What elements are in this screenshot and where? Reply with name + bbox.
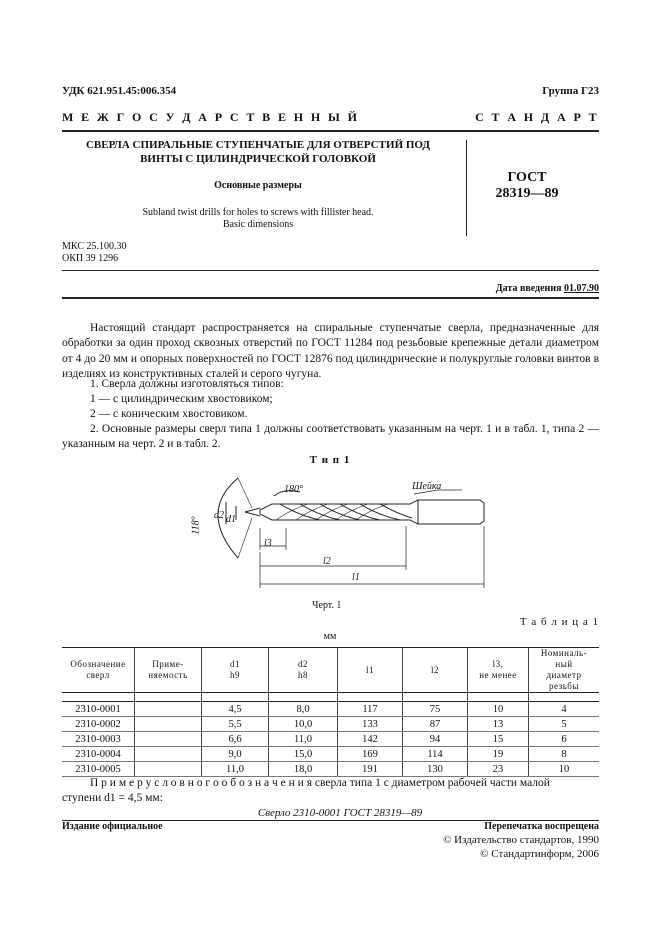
cell xyxy=(135,717,202,732)
col-l2: l2 xyxy=(403,648,468,693)
copyright-1: © Издательство стандартов, 1990 xyxy=(443,834,599,846)
cell: 11,0 xyxy=(202,762,269,777)
official-edition: Издание официальное xyxy=(62,821,163,832)
cell: 5,5 xyxy=(202,717,269,732)
l3-label: l3 xyxy=(264,538,272,549)
cell: 2310-0003 xyxy=(62,732,135,747)
col-applicability: Приме- няемость xyxy=(135,648,202,693)
col-l1: l1 xyxy=(338,648,403,693)
date-rule xyxy=(62,297,599,299)
cell: 15 xyxy=(468,732,529,747)
col-designation: Обозначение сверл xyxy=(62,648,135,693)
table-row xyxy=(62,717,599,732)
cell: 9,0 xyxy=(202,747,269,762)
cell: 8 xyxy=(529,747,600,762)
title-line2: ВИНТЫ С ЦИЛИНДРИЧЕСКОЙ ГОЛОВКОЙ xyxy=(140,153,376,165)
cell xyxy=(135,702,202,717)
col-thread: Номиналь- ный диаметр резьбы xyxy=(529,648,600,693)
cell: 114 xyxy=(403,747,468,762)
cell xyxy=(135,762,202,777)
drill-drawing xyxy=(180,466,500,594)
item-1: 1. Сверла должны изготовляться типов: xyxy=(90,378,284,390)
copyright-2: © Стандартинформ, 2006 xyxy=(480,848,599,860)
cell: 10 xyxy=(529,762,600,777)
table-row xyxy=(62,702,599,717)
english-title-1: Subland twist drills for holes to screws with fillister head. xyxy=(142,207,374,218)
cell: 4,5 xyxy=(202,702,269,717)
item-1-type-2: 2 — с коническим хвостовиком. xyxy=(90,408,248,420)
cell: 75 xyxy=(403,702,468,717)
cell: 4 xyxy=(529,702,600,717)
cell: 19 xyxy=(468,747,529,762)
cell: 94 xyxy=(403,732,468,747)
cell: 6 xyxy=(529,732,600,747)
gost-label: ГОСТ xyxy=(507,170,547,185)
l1-label: l1 xyxy=(352,572,360,583)
english-title-2: Basic dimensions xyxy=(222,219,294,230)
cell: 117 xyxy=(338,702,403,717)
group-code: Группа Г23 xyxy=(542,85,599,97)
cell: 13 xyxy=(468,717,529,732)
reprint-notice: Перепечатка воспрещена xyxy=(484,821,599,832)
item-1-type-1: 1 — с цилиндрическим хвостовиком; xyxy=(90,393,273,405)
cell: 6,6 xyxy=(202,732,269,747)
table-caption: Т а б л и ц а 1 xyxy=(519,616,599,628)
table-row xyxy=(62,747,599,762)
col-l3: l3, не менее xyxy=(468,648,529,693)
title-divider xyxy=(466,140,467,236)
cell: 2310-0004 xyxy=(62,747,135,762)
cell: 11,0 xyxy=(269,732,338,747)
angle-180-label: 180° xyxy=(284,484,303,495)
table-unit: мм xyxy=(323,631,337,642)
intro-date xyxy=(496,283,599,294)
intro-paragraph: Настоящий стандарт распространяется на спиральные ступенчатые сверла, предназначенные для обработки за один проход сквозных отверстий по ГОСТ 11284 под резьбовые крепежные детали диаметром от 4 до 20 мм и опорных поверхностей по ГОСТ 12876 под цилиндрические и полукруглые головки винтов в изделиях из конструктивных сталей и серого чугуна. xyxy=(62,322,599,381)
cell: 2310-0002 xyxy=(62,717,135,732)
gost-number: 28319—89 xyxy=(495,186,559,201)
example-rest: сверла типа 1 с диаметром рабочей части малой xyxy=(314,777,550,789)
cell: 10 xyxy=(468,702,529,717)
cell: 87 xyxy=(403,717,468,732)
cell: 8,0 xyxy=(269,702,338,717)
header-rule xyxy=(62,130,599,132)
item-2: 2. Основные размеры сверл типа 1 должны соответствовать указанным на черт. 1 и в табл. 1, типа 2 — указанным на черт. 2 и в табл. 2. xyxy=(62,423,599,451)
cell: 133 xyxy=(338,717,403,732)
table-row xyxy=(62,762,599,777)
col-d2: d2 h8 xyxy=(269,648,338,693)
angle-118-label: 118° xyxy=(190,516,202,535)
cell xyxy=(135,747,202,762)
figure-caption: Черт. 1 xyxy=(312,600,342,611)
table-row xyxy=(62,732,599,747)
subtitle: Основные размеры xyxy=(214,180,302,191)
dimensions-table xyxy=(62,647,599,777)
cell: 191 xyxy=(338,762,403,777)
cell xyxy=(135,732,202,747)
cell: 2310-0005 xyxy=(62,762,135,777)
okp-code: ОКП 39 1296 xyxy=(62,253,119,264)
codes-rule xyxy=(62,270,599,271)
l2-label: l2 xyxy=(323,556,331,567)
cell: 2310-0001 xyxy=(62,702,135,717)
table-spacer xyxy=(62,693,599,702)
cell: 10,0 xyxy=(269,717,338,732)
cell: 130 xyxy=(403,762,468,777)
neck-label: Шейка xyxy=(412,481,442,492)
cell: 18,0 xyxy=(269,762,338,777)
title-line1: СВЕРЛА СПИРАЛЬНЫЕ СТУПЕНЧАТЫЕ ДЛЯ ОТВЕРСТИЙ ПОД xyxy=(85,139,431,151)
cell: 169 xyxy=(338,747,403,762)
intro-date-label: Дата введения xyxy=(495,283,562,294)
intro-date-value: 01.07.90 xyxy=(564,283,599,294)
cell: 142 xyxy=(338,732,403,747)
example-spaced: П р и м е р у с л о в н о г о о б о з н а ч е н и я xyxy=(90,777,312,789)
col-d1: d1 h9 xyxy=(202,648,269,693)
cell: 23 xyxy=(468,762,529,777)
d2-label: d2 xyxy=(214,510,224,521)
standard-label: С Т А Н Д А Р Т xyxy=(475,110,599,124)
d1-label: d1 xyxy=(226,514,236,525)
mks-code: МКС 25.100.30 xyxy=(62,241,127,252)
udk-code: УДК 621.951.45:006.354 xyxy=(62,85,177,97)
figure-type-label: Т и п 1 xyxy=(309,454,351,466)
example-line1 xyxy=(62,776,599,791)
example-designation: Сверло 2310-0001 ГОСТ 28319—89 xyxy=(257,807,423,819)
cell: 15,0 xyxy=(269,747,338,762)
cell: 5 xyxy=(529,717,600,732)
interstate-label: М Е Ж Г О С У Д А Р С Т В Е Н Н Ы Й xyxy=(62,110,360,124)
example-line2: ступени d1 = 4,5 мм: xyxy=(62,792,163,804)
